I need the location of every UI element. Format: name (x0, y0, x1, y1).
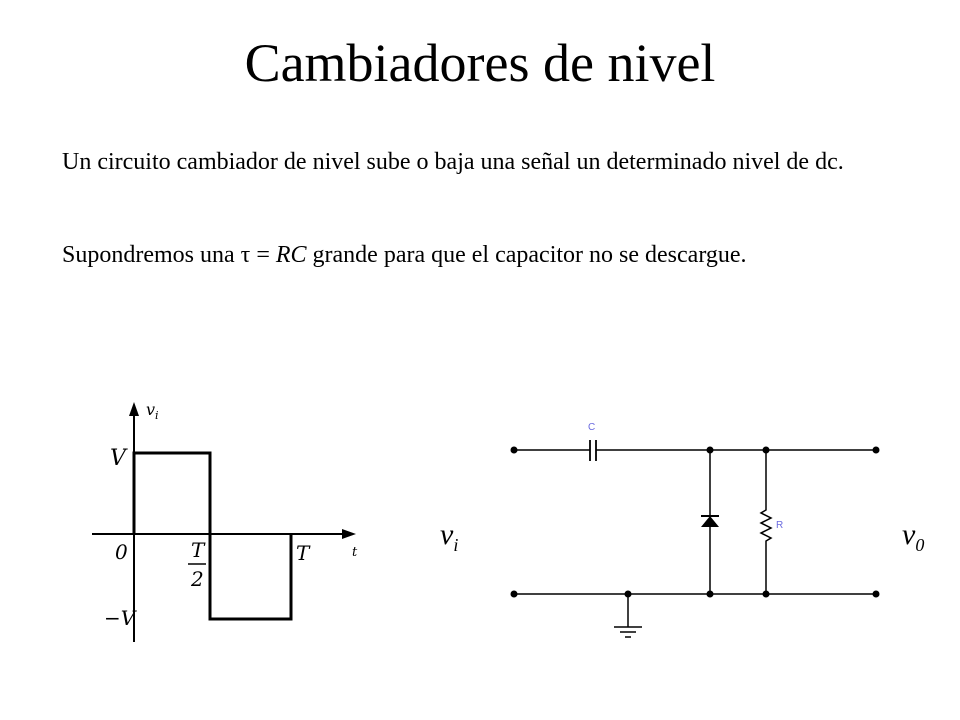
input-terminal-top (511, 447, 518, 454)
diode-symbol (701, 516, 719, 527)
origin-label: 0 (115, 540, 128, 564)
paragraph-intro: Un circuito cambiador de nivel sube o baja una señal un determinado nivel de dc. (62, 149, 844, 175)
junction-resistor-bottom (763, 591, 770, 598)
rc-term: RC (275, 242, 307, 268)
half-period-numerator: T (191, 538, 205, 562)
equals-sign: = (250, 242, 276, 268)
input-voltage-label: $v_i$ (440, 518, 459, 555)
output-voltage-label: $v_0$ (902, 518, 925, 555)
input-terminal-bottom (511, 591, 518, 598)
junction-ground (625, 591, 632, 598)
x-axis-label: t (352, 545, 358, 560)
period-label: T (296, 541, 310, 565)
junction-diode-top (707, 447, 714, 454)
tau-symbol: τ (240, 242, 251, 268)
half-period-denominator: 2 (191, 567, 204, 591)
resistor-label: R (776, 520, 784, 531)
level-high-label: V (110, 446, 126, 471)
resistor-symbol (761, 450, 771, 594)
output-terminal-bottom (873, 591, 880, 598)
junction-diode-bottom (707, 591, 714, 598)
capacitor-label: C (588, 422, 596, 433)
assumption-text-start: Supondremos una (62, 242, 241, 268)
output-terminal-top (873, 447, 880, 454)
slide-title: Cambiadores de nivel (244, 33, 716, 93)
junction-resistor-top (763, 447, 770, 454)
assumption-text-end: grande para que el capacitor no se descargue. (306, 242, 747, 268)
waveform-y-label: $v_i$ (146, 400, 159, 422)
level-low-label: −V (104, 606, 136, 630)
